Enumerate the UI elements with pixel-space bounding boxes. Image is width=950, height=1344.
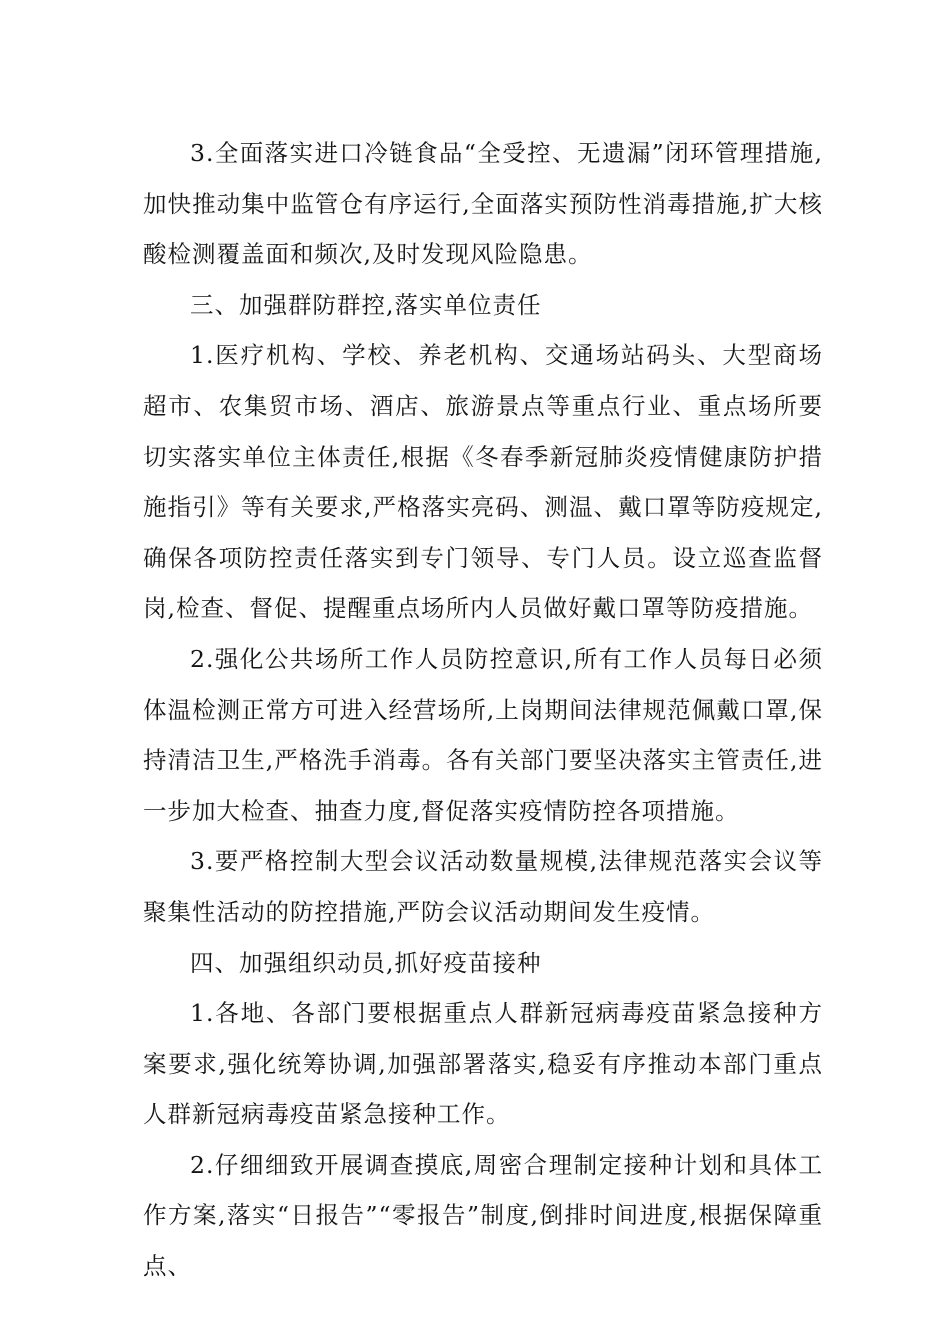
paragraph-key-venues-responsibility: 1.医疗机构、学校、养老机构、交通场站码头、大型商场超市、农集贸市场、酒店、旅游景点等重点行业、重点场所要切实落实单位主体责任,根据《冬春季新冠肺炎疫情健康防护措施指引》等有关要求,严格落实亮码、测温、戴口罩等防疫规定,确保各项防控责任落实到专门领导、专门人员。设立巡查监督岗,检查、督促、提醒重点场所内人员做好戴口罩等防疫措施。: [143, 341, 823, 623]
document-body: [143, 128, 823, 1292]
paragraph-cold-chain-measures: 3.全面落实进口冷链食品“全受控、无遗漏”闭环管理措施,加快推动集中监管仓有序运行,全面落实预防性消毒措施,扩大核酸检测覆盖面和频次,及时发现风险隐患。: [143, 139, 823, 269]
paragraph-meeting-control: 3.要严格控制大型会议活动数量规模,法律规范落实会议等聚集性活动的防控措施,严防会议活动期间发生疫情。: [143, 847, 823, 926]
paragraph-survey-reporting: 2.仔细细致开展调查摸底,周密合理制定接种计划和具体工作方案,落实“日报告”“零报告”制度,倒排时间进度,根据保障重点、: [143, 1150, 823, 1281]
paragraph-vaccination-plan: 1.各地、各部门要根据重点人群新冠病毒疫苗紧急接种方案要求,强化统筹协调,加强部署落实,稳妥有序推动本部门重点人群新冠病毒疫苗紧急接种工作。: [143, 999, 823, 1129]
section-heading-4: 四、加强组织动员,抓好疫苗接种: [190, 948, 542, 977]
section-heading-3: 三、加强群防群控,落实单位责任: [190, 290, 542, 319]
paragraph-staff-prevention: 2.强化公共场所工作人员防控意识,所有工作人员每日必须体温检测正常方可进入经营场所,上岗期间法律规范佩戴口罩,保持清洁卫生,严格洗手消毒。各有关部门要坚决落实主管责任,进一步加大检查、抽查力度,督促落实疫情防控各项措施。: [143, 644, 823, 825]
